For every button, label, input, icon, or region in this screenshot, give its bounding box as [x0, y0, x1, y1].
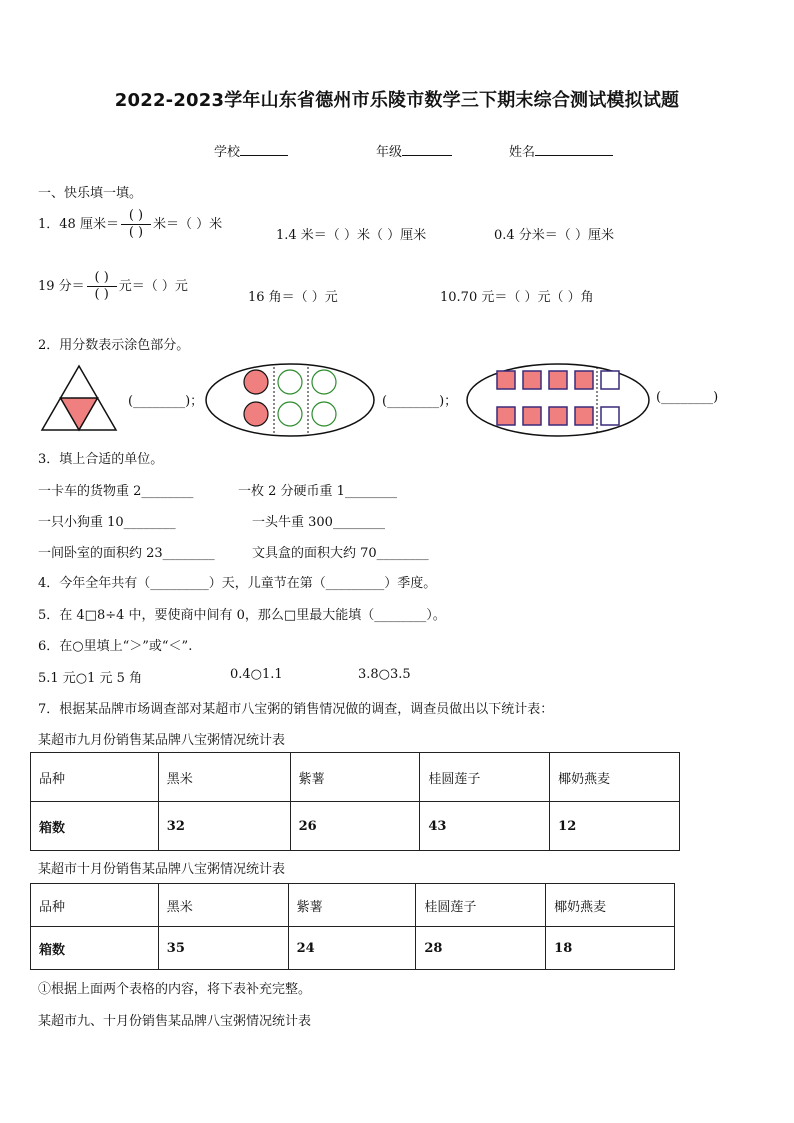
grade-label: 年级: [376, 145, 403, 160]
school-label: 学校: [214, 145, 241, 160]
question-2: 2．用分数表示涂色部分。: [38, 338, 190, 353]
table-1-caption: 某超市九月份销售某品牌八宝粥情况统计表: [38, 733, 286, 748]
triangle-figure: [40, 364, 118, 432]
q1-text-b: 米＝（ ）米: [152, 217, 223, 232]
q6-compare-2[interactable]: 0.4○1.1: [230, 667, 283, 682]
question-7: 7．根据某品牌市场调查部对某超市八宝粥的销售情况做的调查，调查员做出以下统计表：: [38, 702, 554, 717]
table-3-caption: 某超市九、十月份销售某品牌八宝粥情况统计表: [38, 1014, 312, 1029]
table-cell: 箱数: [31, 927, 159, 970]
q1-text-f: 元＝（ ）元: [118, 279, 188, 294]
table-cell: 箱数: [31, 802, 159, 851]
table-cell: 椰奶燕麦: [550, 753, 680, 802]
grade-blank[interactable]: [402, 142, 452, 156]
table-row: [31, 802, 680, 851]
school-blank[interactable]: [240, 142, 288, 156]
q1-text-a: 1．48 厘米＝: [38, 217, 119, 232]
name-label: 姓名: [509, 145, 536, 160]
question-3: 3．填上合适的单位。: [38, 452, 164, 467]
q7-subquestion-1: ①根据上面两个表格的内容，将下表补充完整。: [38, 982, 312, 997]
q1-text-g: 16 角＝（ ）元: [248, 290, 338, 305]
question-5[interactable]: 5．在 4□8÷4 中，要使商中间有 0，那么□里最大能填（________）。: [38, 608, 446, 623]
table-cell: 12: [550, 802, 680, 851]
september-sales-table: [30, 752, 680, 851]
table-cell: 24: [288, 927, 416, 970]
q1-text-d: 0.4 分米＝（ ）厘米: [494, 228, 614, 243]
q1-fraction-2[interactable]: $\frac{( )}{( )}$: [87, 270, 117, 303]
q1-fraction-1[interactable]: $\frac{( )}{( )}$: [121, 208, 151, 241]
question-1-line-1: [38, 208, 222, 241]
circles-ellipse-figure: [204, 362, 376, 438]
table-cell: 桂圆莲子: [420, 753, 550, 802]
q2-answer-3[interactable]: (________): [656, 390, 719, 405]
q3-item-4[interactable]: 一头牛重 300________: [252, 515, 385, 530]
table-cell: 黑米: [158, 884, 288, 927]
q1-text-e: 19 分＝: [38, 279, 85, 294]
question-6: 6．在○里填上“＞”或“＜”.: [38, 639, 193, 654]
october-sales-table: [30, 883, 675, 970]
q3-item-6[interactable]: 文具盒的面积大约 70________: [252, 546, 429, 561]
q2-answer-2[interactable]: (________)；: [382, 394, 458, 409]
q1-text-c: 1.4 米＝（ ）米（ ）厘米: [276, 228, 427, 243]
table-cell: 26: [290, 802, 420, 851]
q3-item-3[interactable]: 一只小狗重 10________: [38, 515, 176, 530]
table-cell: 椰奶燕麦: [546, 884, 675, 927]
q6-compare-3[interactable]: 3.8○3.5: [358, 667, 411, 682]
q6-compare-1[interactable]: 5.1 元○1 元 5 角: [38, 671, 143, 686]
table-cell: 28: [416, 927, 546, 970]
table-cell: 桂圆莲子: [416, 884, 546, 927]
section-heading: 一、快乐填一填。: [38, 186, 143, 201]
name-blank[interactable]: [535, 142, 613, 156]
grade-field[interactable]: [376, 141, 452, 160]
table-cell: 紫薯: [290, 753, 420, 802]
table-header-row: [31, 884, 675, 927]
squares-ellipse-figure: [465, 362, 651, 438]
q3-item-2[interactable]: 一枚 2 分硬币重 1________: [238, 484, 397, 499]
q3-item-5[interactable]: 一间卧室的面积约 23________: [38, 546, 215, 561]
table-cell: 品种: [31, 753, 159, 802]
table-cell: 18: [546, 927, 675, 970]
page-title: 2022-2023学年山东省德州市乐陵市数学三下期末综合测试模拟试题: [114, 90, 680, 111]
table-cell: 32: [158, 802, 290, 851]
table-header-row: [31, 753, 680, 802]
table-cell: 43: [420, 802, 550, 851]
question-4[interactable]: 4．今年全年共有（_________）天，儿童节在第（_________）季度。: [38, 576, 437, 591]
q3-item-1[interactable]: 一卡车的货物重 2________: [38, 484, 194, 499]
table-cell: 黑米: [158, 753, 290, 802]
table-2-caption: 某超市十月份销售某品牌八宝粥情况统计表: [38, 862, 286, 877]
q1-text-h: 10.70 元＝（ ）元（ ）角: [440, 290, 594, 305]
name-field[interactable]: [509, 141, 613, 160]
table-cell: 紫薯: [288, 884, 416, 927]
table-cell: 品种: [31, 884, 159, 927]
table-row: [31, 927, 675, 970]
q2-answer-1[interactable]: (________)；: [128, 394, 204, 409]
table-cell: 35: [158, 927, 288, 970]
question-1-line-2: [38, 270, 188, 303]
school-field[interactable]: [214, 141, 288, 160]
